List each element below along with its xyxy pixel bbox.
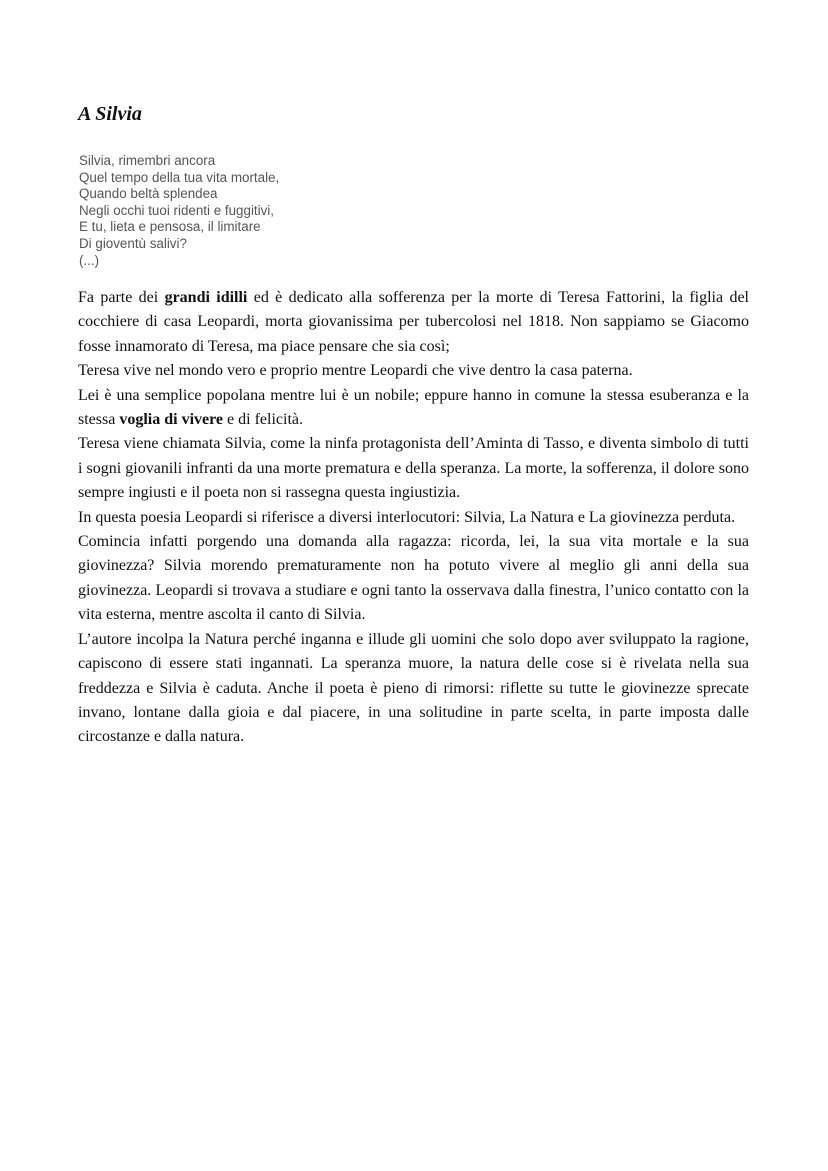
poem-line: Negli occhi tuoi ridenti e fuggitivi, [79, 202, 275, 218]
poem-excerpt [79, 153, 479, 269]
paragraph-contrast-start: Lei è una semplice popolana mentre lui è un nobile; eppure hanno in comune la stessa esuberanza e la stessa [78, 386, 749, 429]
paragraph-question: Comincia infatti porgendo una domanda alla ragazza: ricorda, lei, la sua vita mortale e la sua giovinezza? Silvia morendo prematuramente non ha potuto vivere al meglio gli anni della sua giovinezza. Leopardi si trovava a studiare e ogni tanto la osservava dalla finestra, l’unico contatto con la vita esterna, mentre ascolta il canto di Silvia. [78, 533, 749, 624]
poem-line: Silvia, rimembri ancora [79, 153, 216, 168]
paragraph-silvia-name: Teresa viene chiamata Silvia, come la ninfa protagonista dell’Aminta di Tasso, e diventa simbolo di tutti i sogni giovanili infranti da una morte prematura e della speranza. La morte, la sofferenza, il dolore sono sempre ingiusti e il poeta non si rassegna questa ingiustizia. [78, 435, 749, 502]
paragraph-interlocutors: In questa poesia Leopardi si riferisce a diversi interlocutori: Silvia, La Natura e La giovinezza perduta. [78, 508, 736, 526]
poem-ellipsis: (...) [79, 252, 100, 268]
paragraph-contrast-rest: e di felicità. [223, 411, 303, 429]
paragraph-contrast [78, 384, 749, 433]
document-title: A Silvia [78, 103, 142, 125]
poem-line: Quando beltà splendea [79, 186, 218, 202]
paragraph-nature: L’autore incolpa la Natura perché inganna e illude gli uomini che solo dopo aver sviluppato la ragione, capiscono di essere stati ingannati. La speranza muore, la natura delle cose si è rivelata nella sua freddezza e Silvia è caduta. Anche il poeta è pieno di rimorsi: riflette su tutte le giovinezze sprecate invano, lontane dalla gioia e dal piacere, in una solitudine in parte scelta, in parte imposta dalle circostanze e dalla natura. [78, 630, 749, 746]
poem-line: Quel tempo della tua vita mortale, [79, 169, 280, 185]
paragraph-intro-start: Fa parte dei [78, 289, 165, 306]
bold-voglia-di-vivere: voglia di vivere [119, 411, 224, 429]
bold-grandi-idilli: grandi idilli [164, 289, 248, 306]
paragraph-teresa-life: Teresa vive nel mondo vero e proprio mentre Leopardi che vive dentro la casa paterna. [78, 362, 633, 380]
paragraph-intro [78, 286, 749, 359]
poem-line: E tu, lieta e pensosa, il limitare [79, 219, 261, 235]
essay-body [78, 286, 749, 750]
poem-line: Di gioventù salivi? [79, 235, 187, 251]
paragraph-intro-rest: ed è dedicato alla sofferenza per la morte di Teresa Fattorini, la figlia del cocchiere di casa Leopardi, morta giovanissima per tubercolosi nel 1818. Non sappiamo se Giacomo fosse innamorato di Teresa, ma piace pensare che sia così; [78, 289, 749, 355]
